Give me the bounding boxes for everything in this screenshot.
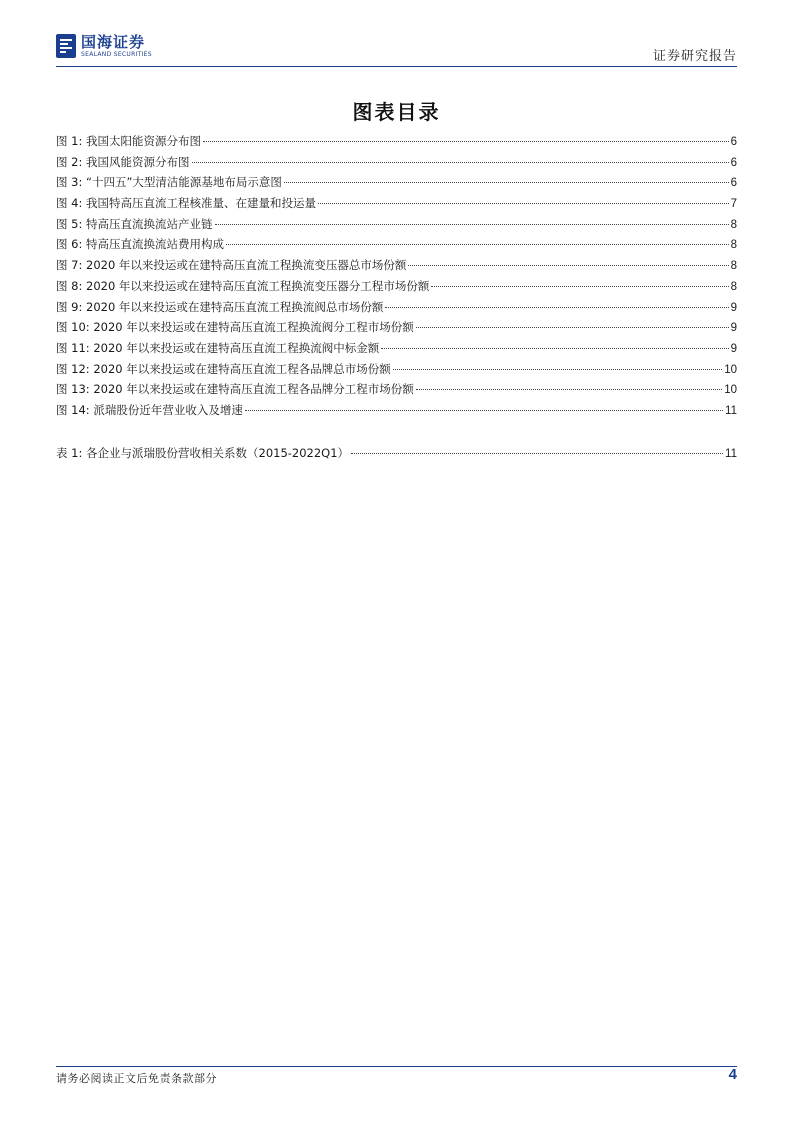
company-logo bbox=[56, 34, 152, 58]
figure-toc-entry[interactable] bbox=[56, 257, 737, 278]
figure-toc-entry[interactable] bbox=[56, 216, 737, 237]
dot-leader bbox=[408, 265, 728, 266]
toc-entry-page[interactable]: 9 bbox=[730, 322, 737, 335]
figure-toc-entry[interactable] bbox=[56, 278, 737, 299]
report-type: 证券研究报告 bbox=[652, 49, 737, 64]
figure-toc-entry[interactable] bbox=[56, 319, 737, 340]
dot-leader bbox=[215, 224, 729, 225]
figure-toc-entry[interactable] bbox=[56, 381, 737, 402]
dot-leader bbox=[318, 203, 729, 204]
toc-entry-page[interactable]: 9 bbox=[730, 342, 737, 355]
dot-leader bbox=[226, 244, 729, 245]
dot-leader bbox=[416, 327, 729, 328]
toc-entry-label[interactable]: 图 1: 我国太阳能资源分布图 bbox=[56, 134, 202, 148]
figure-toc-entry[interactable] bbox=[56, 402, 737, 423]
table-toc-entry[interactable] bbox=[56, 445, 737, 466]
figure-toc-entry[interactable] bbox=[56, 361, 737, 382]
dot-leader bbox=[381, 348, 728, 349]
footer-page-number: 4 bbox=[728, 1066, 737, 1083]
dot-leader bbox=[284, 182, 729, 183]
dot-leader bbox=[431, 286, 728, 287]
toc-entry-page[interactable]: 6 bbox=[730, 156, 737, 169]
toc-entry-page[interactable]: 8 bbox=[730, 260, 737, 273]
figure-toc-entry[interactable] bbox=[56, 340, 737, 361]
toc-entry-label[interactable]: 图 9: 2020 年以来投运或在建特高压直流工程换流阀总市场份额 bbox=[56, 299, 384, 314]
figure-list bbox=[56, 133, 737, 423]
dot-leader bbox=[192, 162, 729, 163]
toc-entry-page[interactable]: 10 bbox=[724, 363, 737, 376]
company-name: 国海证券 bbox=[81, 32, 146, 51]
toc-entry-page[interactable]: 6 bbox=[730, 136, 737, 148]
page-title: 图表目录 bbox=[352, 100, 441, 124]
toc-entry-page[interactable]: 8 bbox=[730, 218, 737, 231]
toc-entry-page[interactable]: 8 bbox=[730, 280, 737, 293]
toc-entry-page[interactable]: 10 bbox=[724, 384, 737, 397]
figure-toc-entry[interactable] bbox=[56, 299, 737, 320]
figure-toc-entry[interactable] bbox=[56, 154, 737, 175]
dot-leader bbox=[245, 410, 723, 411]
dot-leader bbox=[351, 453, 723, 454]
dot-leader bbox=[203, 141, 729, 142]
toc-entry-label[interactable]: 图 5: 特高压直流换流站产业链 bbox=[56, 216, 213, 231]
toc-entry-label[interactable]: 图 7: 2020 年以来投运或在建特高压直流工程换流变压器总市场份额 bbox=[56, 258, 407, 273]
figure-toc-entry[interactable] bbox=[56, 195, 737, 216]
figure-toc-entry[interactable] bbox=[56, 133, 737, 154]
dot-leader bbox=[416, 389, 722, 390]
toc-entry-page[interactable]: 9 bbox=[730, 301, 737, 314]
toc-entry-label[interactable]: 图 10: 2020 年以来投运或在建特高压直流工程换流阀分工程市场份额 bbox=[56, 320, 414, 335]
page-header bbox=[56, 34, 737, 68]
toc-entry-page[interactable]: 11 bbox=[725, 448, 737, 460]
toc-entry-page[interactable]: 11 bbox=[725, 404, 737, 417]
toc-entry-page[interactable]: 6 bbox=[730, 177, 737, 190]
toc-entry-page[interactable]: 7 bbox=[730, 198, 737, 211]
toc-entry-label[interactable]: 图 14: 派瑞股份近年营业收入及增速 bbox=[56, 402, 243, 417]
toc-entry-label[interactable]: 图 12: 2020 年以来投运或在建特高压直流工程各品牌总市场份额 bbox=[56, 361, 391, 376]
toc-entry-page[interactable]: 8 bbox=[730, 239, 737, 252]
dot-leader bbox=[393, 369, 722, 370]
toc-entry-label[interactable]: 图 6: 特高压直流换流站费用构成 bbox=[56, 237, 225, 252]
dot-leader bbox=[385, 307, 728, 308]
sealand-logo-icon bbox=[56, 34, 76, 58]
toc-entry-label[interactable]: 图 3: “十四五”大型清洁能源基地布局示意图 bbox=[56, 175, 282, 190]
toc-entry-label[interactable]: 图 2: 我国风能资源分布图 bbox=[56, 154, 190, 169]
figure-toc-entry[interactable] bbox=[56, 174, 737, 195]
toc-entry-label[interactable]: 表 1: 各企业与派瑞股份营收相关系数（2015-2022Q1） bbox=[56, 446, 350, 460]
figure-toc-entry[interactable] bbox=[56, 236, 737, 257]
footer-divider bbox=[56, 1066, 737, 1067]
toc-entry-label[interactable]: 图 8: 2020 年以来投运或在建特高压直流工程换流变压器分工程市场份额 bbox=[56, 278, 430, 293]
toc-entry-label[interactable]: 图 4: 我国特高压直流工程核准量、在建量和投运量 bbox=[56, 196, 316, 211]
company-name-en: SEALAND SECURITIES bbox=[81, 50, 152, 58]
header-divider bbox=[56, 66, 737, 67]
toc-entry-label[interactable]: 图 11: 2020 年以来投运或在建特高压直流工程换流阀中标金额 bbox=[56, 340, 380, 355]
footer-disclaimer: 请务必阅读正文后免责条款部分 bbox=[56, 1072, 217, 1085]
toc-entry-label[interactable]: 图 13: 2020 年以来投运或在建特高压直流工程各品牌分工程市场份额 bbox=[56, 382, 414, 397]
table-list bbox=[56, 445, 737, 466]
